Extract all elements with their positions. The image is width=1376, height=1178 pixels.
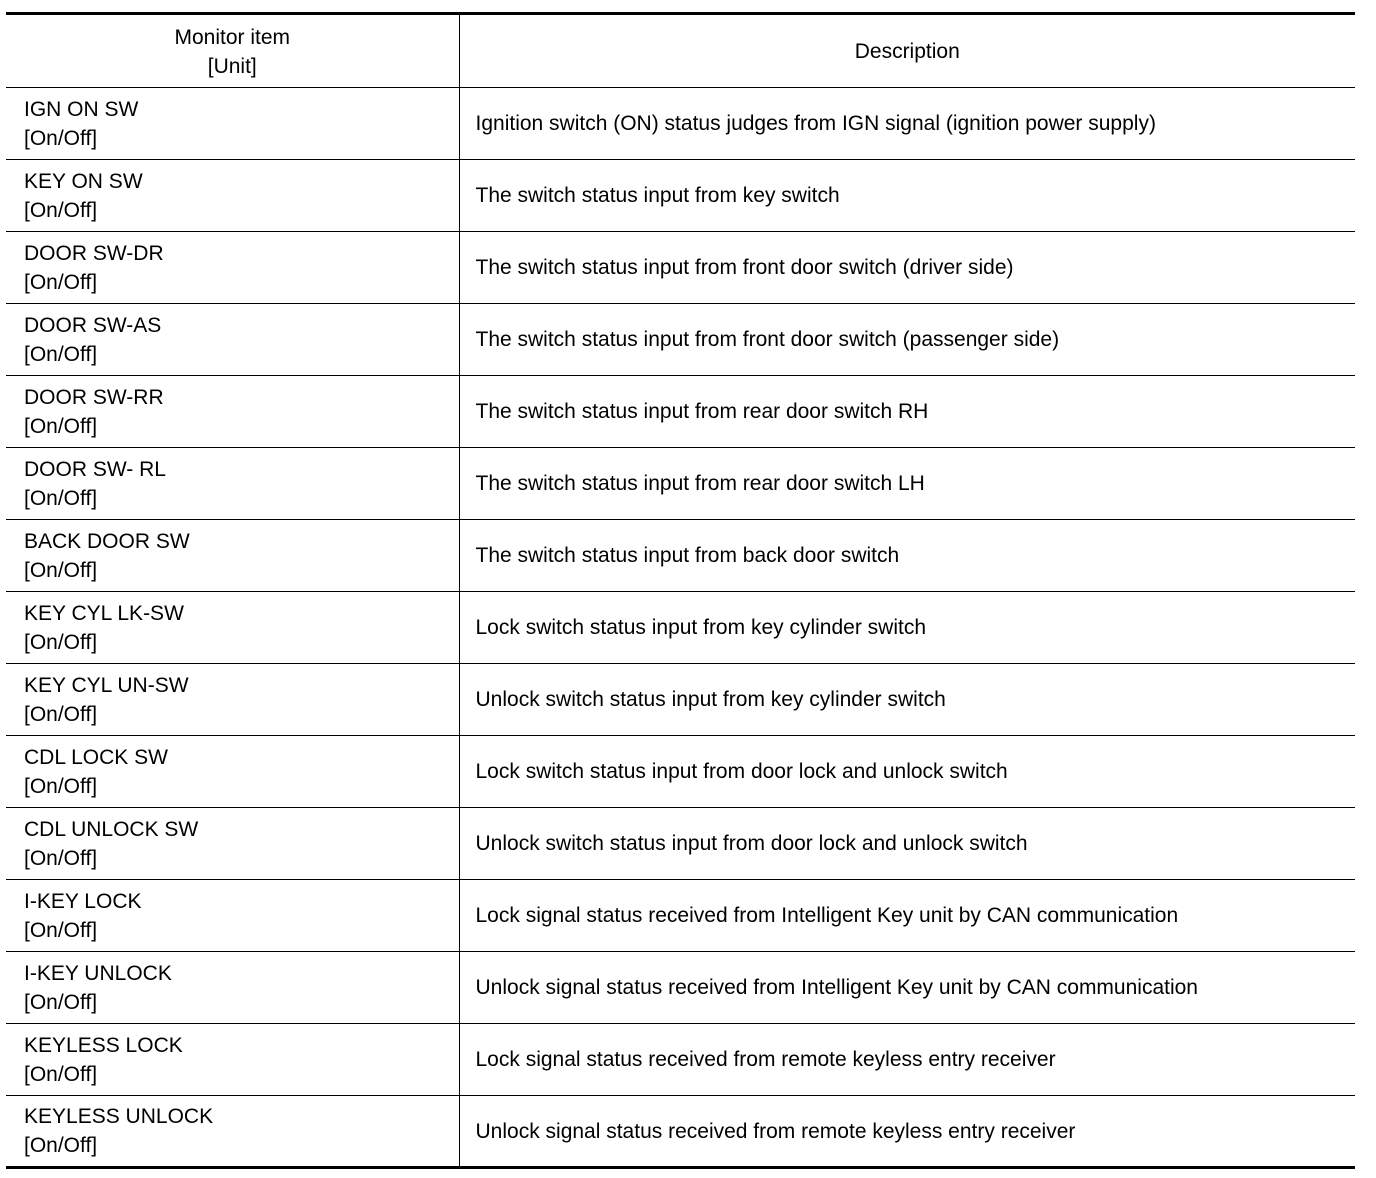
- monitor-item-name: KEY ON SW: [24, 169, 143, 193]
- monitor-item-unit: [On/Off]: [24, 774, 98, 798]
- table-body: [6, 88, 1355, 1168]
- monitor-item-unit: [On/Off]: [24, 846, 98, 870]
- header-unit-label: [Unit]: [207, 55, 257, 78]
- monitor-item-cell: [6, 1024, 459, 1096]
- description-cell: The switch status input from front door switch (driver side): [459, 232, 1355, 304]
- table-row: [6, 304, 1355, 376]
- monitor-item-unit: [On/Off]: [24, 270, 98, 294]
- monitor-item-name: KEY CYL UN-SW: [24, 673, 189, 697]
- monitor-item-cell: [6, 88, 459, 160]
- header-description: Description: [459, 14, 1355, 88]
- monitor-item-unit: [On/Off]: [24, 198, 98, 222]
- monitor-item-name: IGN ON SW: [24, 97, 139, 121]
- monitor-item-cell: [6, 304, 459, 376]
- description-cell: Unlock switch status input from key cylinder switch: [459, 664, 1355, 736]
- description-cell: Unlock signal status received from Intelligent Key unit by CAN communication: [459, 952, 1355, 1024]
- table-header: [6, 14, 1355, 88]
- table-row: [6, 88, 1355, 160]
- table-row: [6, 520, 1355, 592]
- table-row: [6, 952, 1355, 1024]
- description-cell: The switch status input from rear door switch RH: [459, 376, 1355, 448]
- monitor-item-unit: [On/Off]: [24, 702, 98, 726]
- monitor-item-unit: [On/Off]: [24, 414, 98, 438]
- monitor-item-cell: [6, 160, 459, 232]
- table-row: [6, 1096, 1355, 1168]
- monitor-item-table-container: [6, 12, 1355, 1169]
- table-row: [6, 880, 1355, 952]
- monitor-item-name: DOOR SW-AS: [24, 313, 162, 337]
- table-row: [6, 160, 1355, 232]
- description-cell: Ignition switch (ON) status judges from IGN signal (ignition power supply): [459, 88, 1355, 160]
- monitor-item-unit: [On/Off]: [24, 990, 98, 1014]
- monitor-item-name: KEYLESS UNLOCK: [24, 1105, 214, 1128]
- monitor-item-cell: [6, 736, 459, 808]
- monitor-item-name: DOOR SW-RR: [24, 385, 164, 409]
- description-cell: The switch status input from rear door switch LH: [459, 448, 1355, 520]
- description-cell: Unlock switch status input from door lock and unlock switch: [459, 808, 1355, 880]
- description-cell: The switch status input from back door switch: [459, 520, 1355, 592]
- table-row: [6, 376, 1355, 448]
- monitor-item-name: I-KEY LOCK: [24, 889, 142, 913]
- monitor-item-unit: [On/Off]: [24, 342, 98, 366]
- monitor-item-cell: [6, 664, 459, 736]
- header-monitor-item: [6, 14, 459, 88]
- header-item-label: Monitor item: [174, 26, 291, 49]
- monitor-item-cell: [6, 1096, 459, 1168]
- monitor-item-name: CDL UNLOCK SW: [24, 817, 199, 841]
- monitor-item-unit: [On/Off]: [24, 918, 98, 942]
- monitor-item-name: BACK DOOR SW: [24, 529, 190, 553]
- table-row: [6, 592, 1355, 664]
- description-cell: Lock switch status input from key cylinder switch: [459, 592, 1355, 664]
- monitor-item-name: DOOR SW-DR: [24, 241, 164, 265]
- monitor-item-unit: [On/Off]: [24, 486, 98, 510]
- table-row: [6, 736, 1355, 808]
- table-row: [6, 808, 1355, 880]
- monitor-item-cell: [6, 448, 459, 520]
- table-row: [6, 1024, 1355, 1096]
- monitor-item-cell: [6, 880, 459, 952]
- monitor-item-cell: [6, 808, 459, 880]
- monitor-item-unit: [On/Off]: [24, 630, 98, 654]
- description-cell: Unlock signal status received from remote keyless entry receiver: [459, 1096, 1355, 1168]
- table-row: [6, 664, 1355, 736]
- table-row: [6, 448, 1355, 520]
- monitor-item-unit: [On/Off]: [24, 126, 98, 150]
- monitor-item-cell: [6, 232, 459, 304]
- monitor-item-name: DOOR SW- RL: [24, 457, 166, 481]
- monitor-item-name: KEY CYL LK-SW: [24, 601, 184, 625]
- monitor-item-cell: [6, 520, 459, 592]
- monitor-item-table: [6, 12, 1355, 1169]
- monitor-item-cell: [6, 952, 459, 1024]
- monitor-item-name: CDL LOCK SW: [24, 745, 168, 769]
- monitor-item-cell: [6, 376, 459, 448]
- description-cell: Lock signal status received from remote keyless entry receiver: [459, 1024, 1355, 1096]
- monitor-item-unit: [On/Off]: [24, 1062, 98, 1086]
- table-row: [6, 232, 1355, 304]
- monitor-item-name: KEYLESS LOCK: [24, 1033, 183, 1057]
- description-cell: Lock switch status input from door lock and unlock switch: [459, 736, 1355, 808]
- header-row: [6, 14, 1355, 88]
- description-cell: The switch status input from key switch: [459, 160, 1355, 232]
- description-cell: The switch status input from front door switch (passenger side): [459, 304, 1355, 376]
- monitor-item-name: I-KEY UNLOCK: [24, 961, 172, 985]
- monitor-item-cell: [6, 592, 459, 664]
- monitor-item-unit: [On/Off]: [24, 558, 98, 582]
- monitor-item-unit: [On/Off]: [24, 1134, 98, 1157]
- description-cell: Lock signal status received from Intelligent Key unit by CAN communication: [459, 880, 1355, 952]
